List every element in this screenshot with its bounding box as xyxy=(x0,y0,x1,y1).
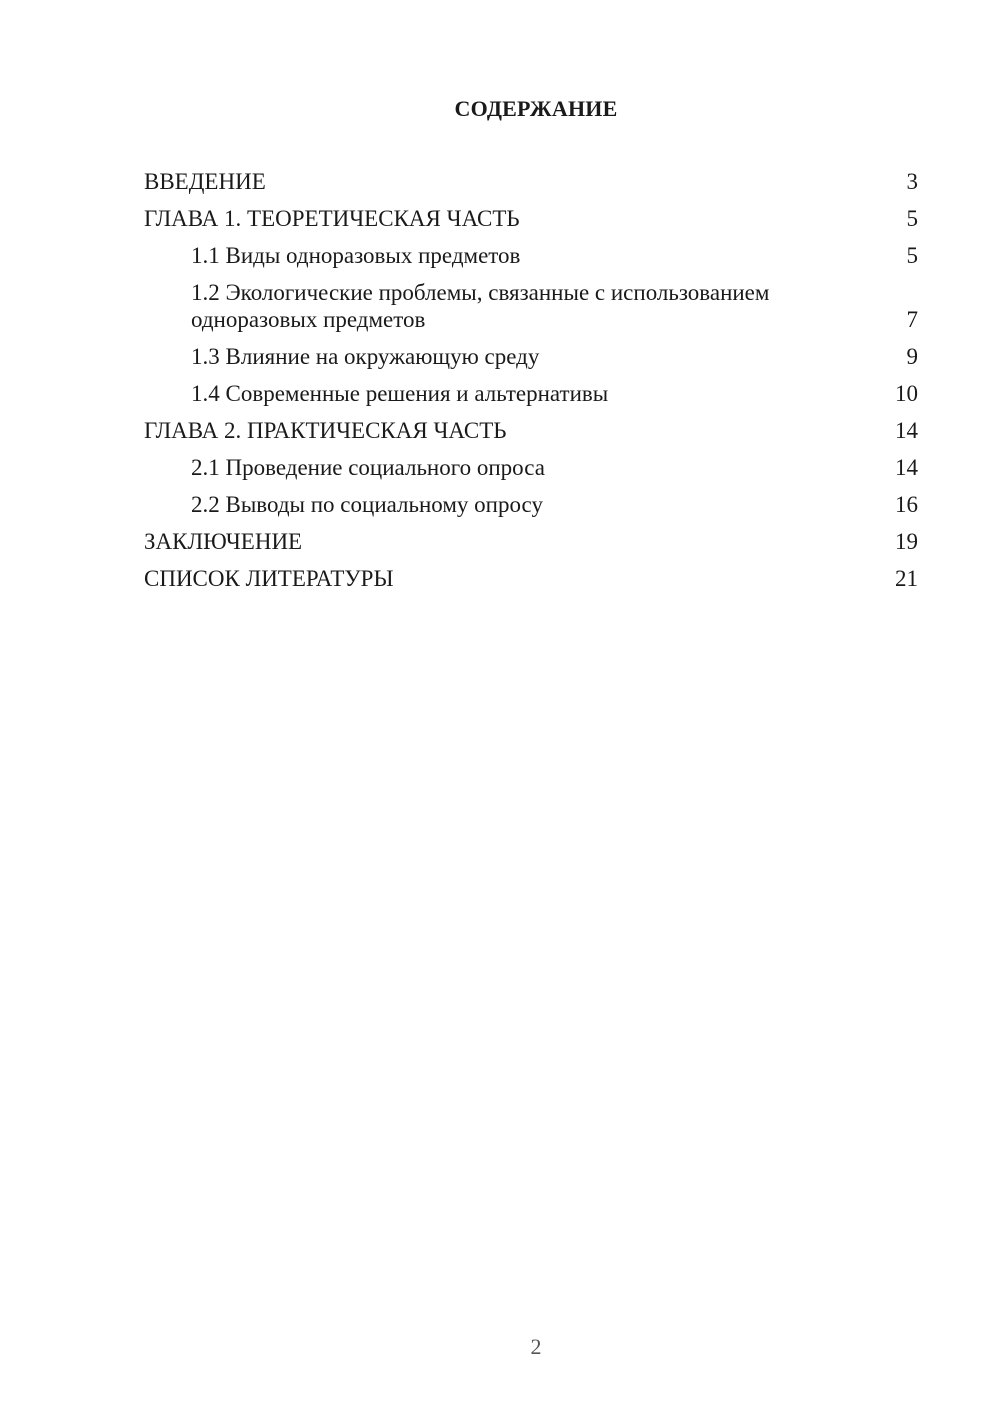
toc-entry-label: 1.2 Экологические проблемы, связанные с использованием одноразовых предметов xyxy=(191,280,770,332)
toc-entry-references[interactable] xyxy=(144,565,918,602)
toc-entry-page-number: 16 xyxy=(895,492,918,517)
toc-entry-label: 2.1 Проведение социального опроса xyxy=(191,455,545,480)
toc-entry-page-number: 10 xyxy=(895,381,918,406)
toc-entry-label: ГЛАВА 1. ТЕОРЕТИЧЕСКАЯ ЧАСТЬ xyxy=(144,206,520,231)
toc-entry-section-1-1[interactable] xyxy=(144,242,918,279)
toc-entry-conclusion[interactable] xyxy=(144,528,918,565)
toc-entry-page-number: 3 xyxy=(906,169,918,194)
toc-entry-label: ВВЕДЕНИЕ xyxy=(144,169,266,194)
toc-entry-label: 1.4 Современные решения и альтернативы xyxy=(191,381,609,406)
toc-entry-label: ЗАКЛЮЧЕНИЕ xyxy=(144,529,303,554)
page-title: СОДЕРЖАНИЕ xyxy=(454,96,618,121)
toc-entry-section-2-1[interactable] xyxy=(144,454,918,491)
table-of-contents xyxy=(144,168,918,602)
toc-entry-chapter-2[interactable] xyxy=(144,417,918,454)
toc-entry-label: ГЛАВА 2. ПРАКТИЧЕСКАЯ ЧАСТЬ xyxy=(144,418,507,443)
toc-entry-section-1-4[interactable] xyxy=(144,380,918,417)
toc-entry-page-number: 14 xyxy=(895,418,918,443)
toc-entry-page-number: 19 xyxy=(895,529,918,554)
toc-entry-page-number: 5 xyxy=(906,206,918,231)
toc-entry-section-1-3[interactable] xyxy=(144,343,918,380)
toc-entry-label: 1.1 Виды одноразовых предметов xyxy=(191,243,521,268)
toc-entry-label: СПИСОК ЛИТЕРАТУРЫ xyxy=(144,566,394,591)
toc-entry-page-number: 5 xyxy=(906,243,918,268)
toc-entry-page-number: 9 xyxy=(906,344,918,369)
toc-entry-page-number: 21 xyxy=(895,566,918,591)
toc-entry-section-2-2[interactable] xyxy=(144,491,918,528)
toc-entry-label: 1.3 Влияние на окружающую среду xyxy=(191,344,540,369)
toc-entry-section-1-2[interactable] xyxy=(144,279,918,343)
toc-entry-introduction[interactable] xyxy=(144,168,918,205)
toc-entry-label: 2.2 Выводы по социальному опросу xyxy=(191,492,543,517)
toc-entry-page-number: 7 xyxy=(906,307,918,332)
toc-entry-chapter-1[interactable] xyxy=(144,205,918,242)
toc-entry-page-number: 14 xyxy=(895,455,918,480)
page-number: 2 xyxy=(530,1334,542,1359)
